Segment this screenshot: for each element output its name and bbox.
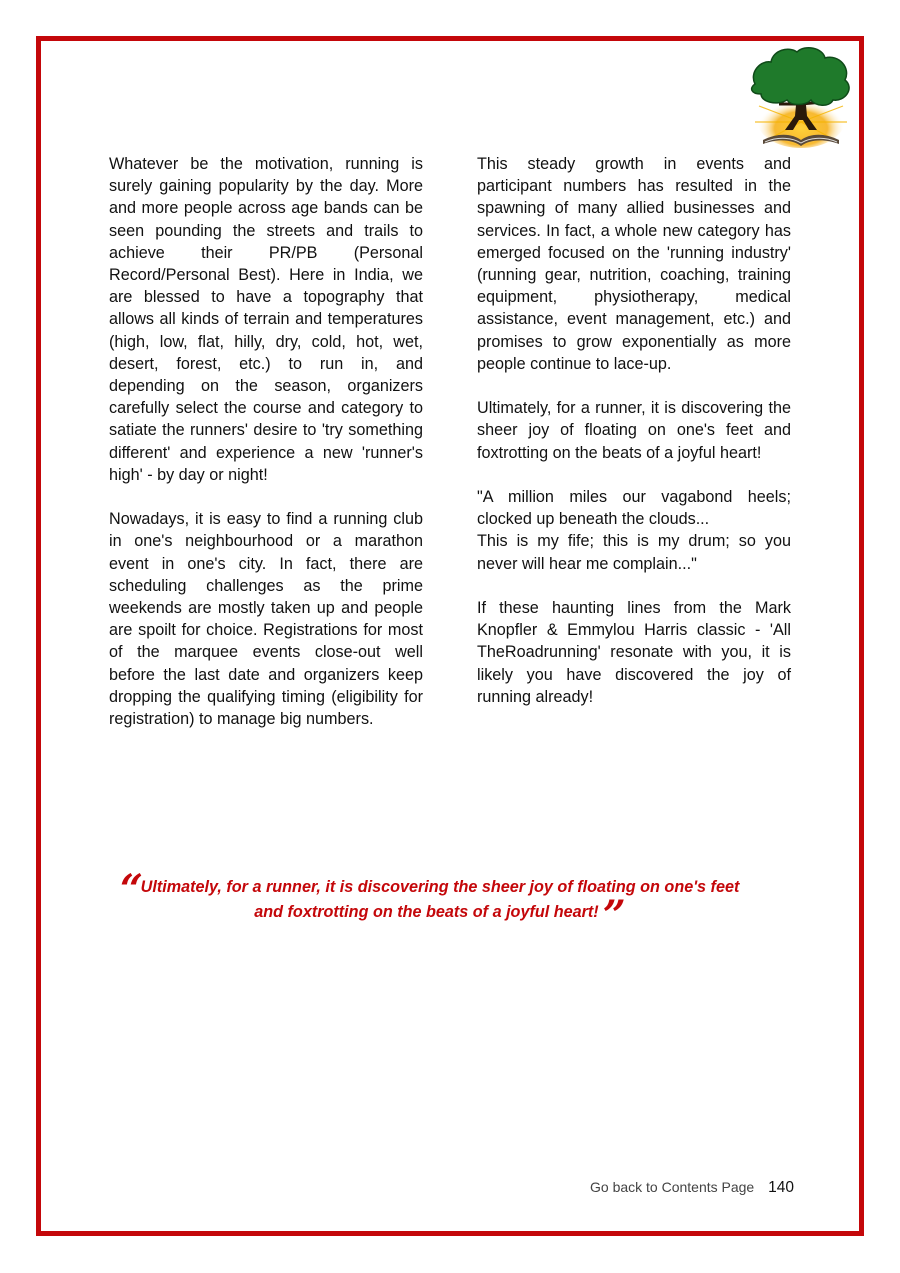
pull-quote-line-1: Ultimately, for a runner, it is discovering the sheer joy of floating on one's feet	[140, 878, 740, 896]
paragraph-joy-of-running: Ultimately, for a runner, it is discovering the sheer joy of floating on one's feet and foxtrotting on the beats of a joyful heart!	[477, 399, 791, 462]
close-quote-icon: ”	[602, 892, 626, 939]
paragraph-running-industry: This steady growth in events and participant numbers has resulted in the spawning of many allied businesses and services. In fact, a whole new category has emerged focused on the 'running industry' (running gear, nutrition, coaching, training equipment, physiotherapy, medical assistance, event management, etc.) and promises to grow exponentially as more people continue to lace-up.	[477, 155, 791, 373]
paragraph-running-popularity: Whatever be the motivation, running is surely gaining popularity by the day. More and more people across age bands can be seen pounding the streets and trails to achieve their PR/PB (Personal Record/Personal Best). Here in India, we are blessed to have a topography that allows all kinds of terrain and temperatures (high, low, flat, hilly, dry, cold, hot, wet, desert, forest, etc.) to run in, and depending on the season, organizers carefully select the course and category to satiate the runners' desire to 'try something different' and experience a new 'runner's high' - by day or night!	[109, 155, 423, 484]
lyric-line-2: This is my fife; this is my drum; so you never will hear me complain..."	[477, 532, 791, 573]
open-quote-icon: “	[120, 866, 144, 913]
tree-book-logo-icon	[745, 44, 857, 154]
pull-quote-line-2: and foxtrotting on the beats of a joyful heart!	[254, 903, 599, 921]
page-number: 140	[768, 1179, 794, 1196]
contents-page-link[interactable]: Go back to Contents Page	[590, 1179, 755, 1195]
paragraph-closing: If these haunting lines from the Mark Knopfler & Emmylou Harris classic - 'All TheRoadrunning' resonate with you, it is likely you have discovered the joy of running already!	[477, 599, 791, 706]
left-column	[109, 153, 423, 752]
page-footer	[590, 1179, 794, 1197]
lyric-line-1: "A million miles our vagabond heels; clocked up beneath the clouds...	[477, 488, 791, 529]
paragraph-running-clubs: Nowadays, it is easy to find a running club in one's neighbourhood or a marathon event in one's city. In fact, there are scheduling challenges as the prime weekends are mostly taken up and people are spoilt for choice. Registrations for most of the marquee events close-out well before the last date and organizers keep dropping the qualifying timing (eligibility for registration) to manage big numbers.	[109, 510, 423, 729]
right-column	[477, 153, 791, 730]
pull-quote	[120, 866, 760, 939]
